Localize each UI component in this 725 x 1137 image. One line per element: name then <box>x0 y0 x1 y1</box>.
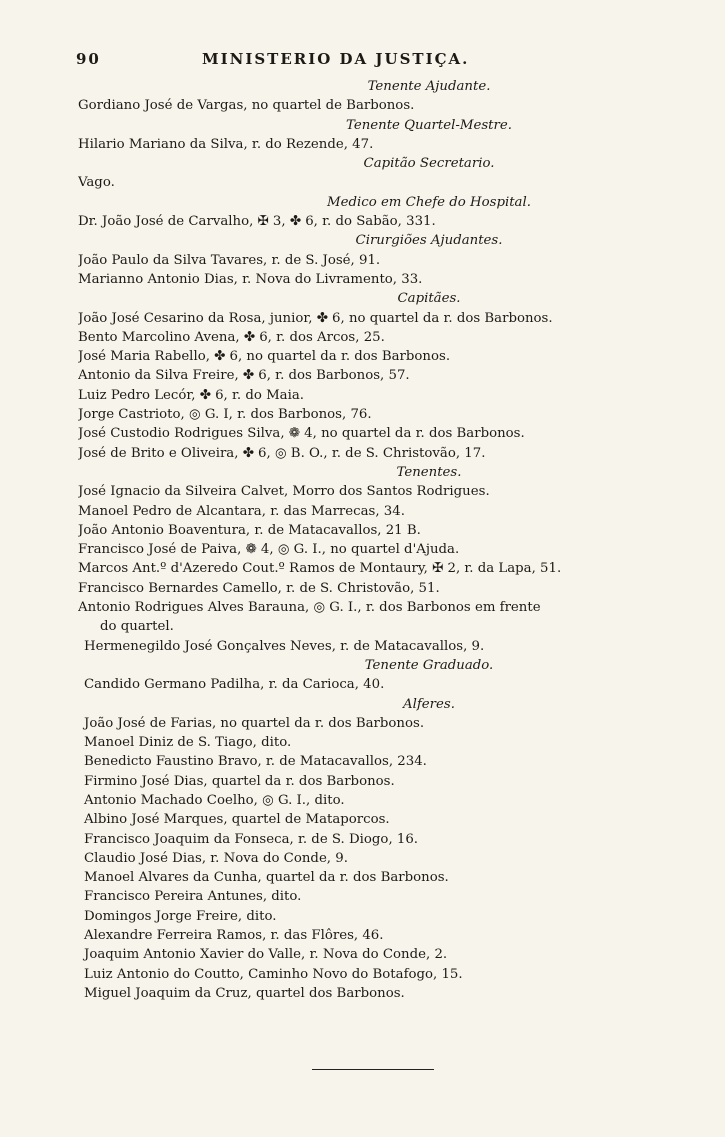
register-entry: Hermenegildo José Gonçalves Neves, r. de Matacavallos, 9. <box>84 638 485 654</box>
section-heading: Capitães. <box>397 291 461 307</box>
register-entry: Luiz Antonio do Coutto, Caminho Novo do Botafogo, 15. <box>84 966 463 982</box>
register-entry: João Antonio Boaventura, r. de Matacavallos, 21 B. <box>78 522 421 538</box>
entry-continuation: do quartel. <box>100 619 174 635</box>
register-entry: Benedicto Faustino Bravo, r. de Matacavallos, 234. <box>84 754 427 770</box>
section-heading: Capitão Secretario. <box>363 156 495 172</box>
register-entry: Bento Marcolino Avena, ✤ 6, r. dos Arcos, 25. <box>78 329 385 345</box>
page-header <box>76 50 636 72</box>
running-title: MINISTERIO DA JUSTIÇA. <box>202 50 470 68</box>
register-entry: Hilario Mariano da Silva, r. do Rezende, 47. <box>78 136 374 152</box>
register-entry: José Ignacio da Silveira Calvet, Morro dos Santos Rodrigues. <box>78 484 490 500</box>
register-entry: Miguel Joaquim da Cruz, quartel dos Barbonos. <box>84 985 405 1001</box>
register-entry: Manoel Pedro de Alcantara, r. das Marrecas, 34. <box>78 503 405 519</box>
register-entry: João José de Farias, no quartel da r. dos Barbonos. <box>84 715 425 731</box>
register-entry: Francisco Joaquim da Fonseca, r. de S. Diogo, 16. <box>84 831 419 847</box>
register-entry: Marianno Antonio Dias, r. Nova do Livramento, 33. <box>78 271 423 287</box>
register-entry: Francisco José de Paiva, ❁ 4, ◎ G. I., no quartel d'Ajuda. <box>78 542 460 558</box>
section-heading: Tenente Graduado. <box>364 657 494 673</box>
register-entry: José Custodio Rodrigues Silva, ❁ 4, no quartel da r. dos Barbonos. <box>78 426 525 442</box>
register-entry: Dr. João José de Carvalho, ✠ 3, ✤ 6, r. do Sabão, 331. <box>78 214 436 230</box>
register-entry: Antonio da Silva Freire, ✤ 6, r. dos Barbonos, 57. <box>78 368 410 384</box>
register-entry: Francisco Bernardes Camello, r. de S. Christovão, 51. <box>78 580 440 596</box>
register-entry: Luiz Pedro Lecór, ✤ 6, r. do Maia. <box>78 387 305 403</box>
register-entry: José Maria Rabello, ✤ 6, no quartel da r. dos Barbonos. <box>78 349 451 365</box>
register-entry: João José Cesarino da Rosa, junior, ✤ 6, no quartel da r. dos Barbonos. <box>78 310 553 326</box>
register-entry: Jorge Castrioto, ◎ G. I, r. dos Barbonos, 76. <box>78 407 372 423</box>
closing-rule <box>312 1069 434 1070</box>
section-heading: Cirurgiões Ajudantes. <box>355 233 503 249</box>
register-entry: Alexandre Ferreira Ramos, r. das Flôres, 46. <box>84 928 384 944</box>
section-heading: Alferes. <box>403 696 455 712</box>
register-entry: Francisco Pereira Antunes, dito. <box>84 889 302 905</box>
page-number: 90 <box>76 50 101 68</box>
register-entry: Vago. <box>78 175 115 191</box>
register-entry: Antonio Machado Coelho, ◎ G. I., dito. <box>84 792 345 808</box>
section-heading: Medico em Chefe do Hospital. <box>327 194 531 210</box>
register-entry: Marcos Ant.º d'Azeredo Cout.º Ramos de Montaury, ✠ 2, r. da Lapa, 51. <box>78 561 562 577</box>
register-entry: Joaquim Antonio Xavier do Valle, r. Nova do Conde, 2. <box>84 947 448 963</box>
register-entry: João Paulo da Silva Tavares, r. de S. José, 91. <box>78 252 381 268</box>
register-entry: Claudio José Dias, r. Nova do Conde, 9. <box>84 850 348 866</box>
register-entry: Firmino José Dias, quartel da r. dos Barbonos. <box>84 773 395 789</box>
register-entry: Albino José Marques, quartel de Mataporcos. <box>84 812 390 828</box>
register-list <box>78 77 660 1003</box>
register-entry: Gordiano José de Vargas, no quartel de Barbonos. <box>78 98 415 114</box>
section-heading: Tenente Ajudante. <box>367 79 491 94</box>
register-entry: Candido Germano Padilha, r. da Carioca, 40. <box>84 677 385 693</box>
section-heading: Tenentes. <box>396 464 462 480</box>
register-entry: Domingos Jorge Freire, dito. <box>84 908 277 924</box>
section-heading: Tenente Quartel-Mestre. <box>346 117 512 133</box>
register-entry: Antonio Rodrigues Alves Barauna, ◎ G. I., r. dos Barbonos em frente <box>78 600 541 616</box>
register-entry: Manoel Diniz de S. Tiago, dito. <box>84 735 292 751</box>
register-entry: Manoel Alvares da Cunha, quartel da r. dos Barbonos. <box>84 870 449 886</box>
register-entry: José de Brito e Oliveira, ✤ 6, ◎ B. O., r. de S. Christovão, 17. <box>78 445 486 461</box>
